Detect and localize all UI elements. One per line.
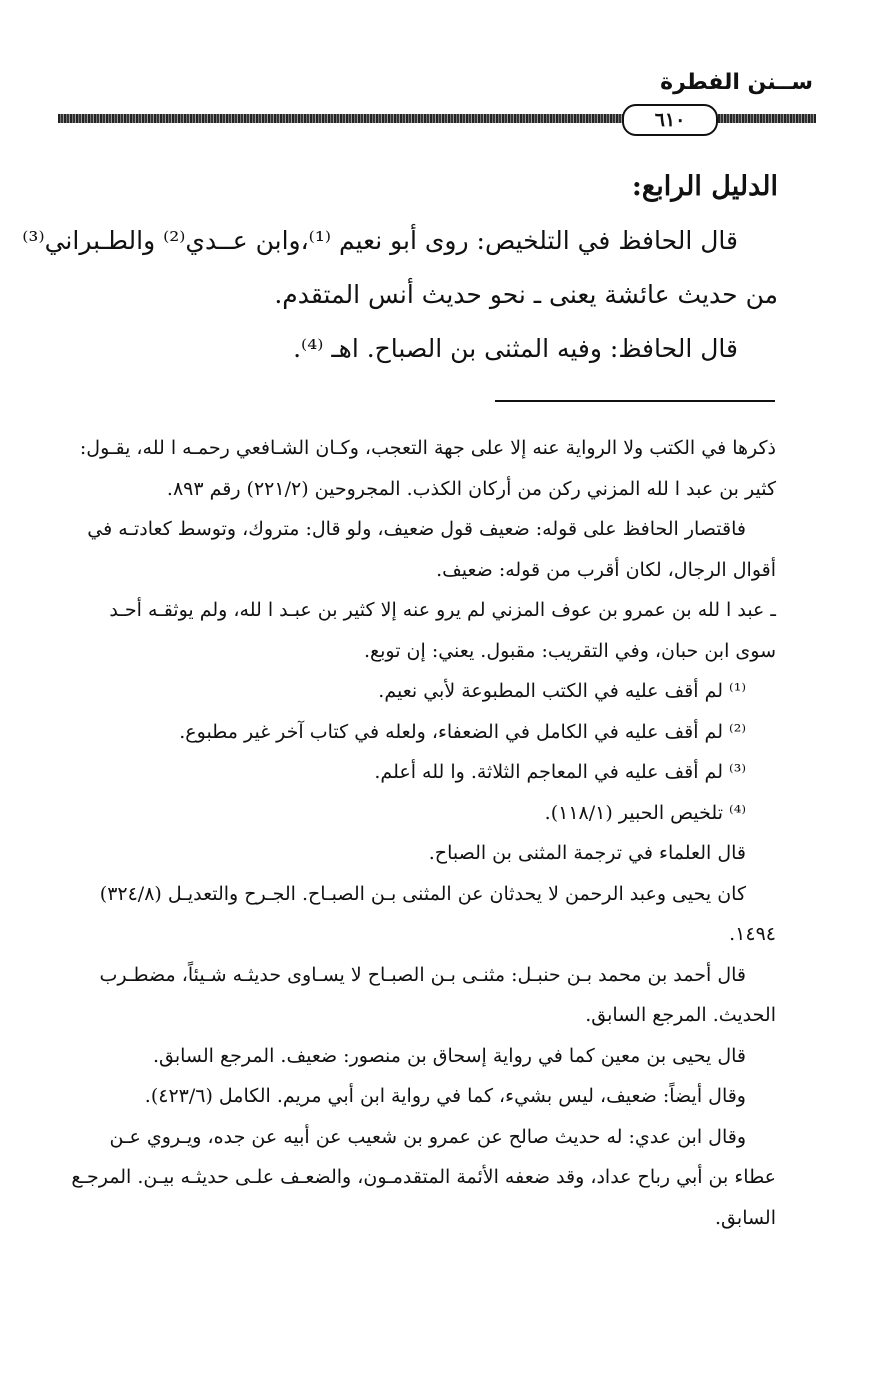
footnote-2: ⁽²⁾ لم أقف عليه في الكامل في الضعفاء، ولعله في كتاب آخر غير مطبوع. [179,720,746,743]
note-line: ـ عبد ا لله بن عمرو بن عوف المزني لم يرو عنه إلا كثير بن عبـد ا لله، ولم يوثقـه أحـد [109,599,776,621]
note-line: الحديث. المرجع السابق. [585,1004,776,1026]
note-line: كان يحيى وعبد الرحمن لا يحدثان عن المثنى بـن الصبـاح. الجـرح والتعديـل (٣٢٤/٨) [99,882,746,905]
note-line: فاقتصار الحافظ على قوله: ضعيف قول ضعيف، ولو قال: متروك، وتوسط كعادتـه في [87,518,746,540]
footnote-3: ⁽³⁾ لم أقف عليه في المعاجم الثلاثة. وا لله أعلم. [374,761,746,783]
page-number: ٦١٠ [622,104,718,136]
note-line: السابق. [715,1206,776,1229]
footnote-separator [495,400,775,402]
note-line: ذكرها في الكتب ولا الرواية عنه إلا على جهة التعجب، وكـان الشـافعي رحمـه ا لله، يقـول: [79,437,776,459]
running-title: ســنن الفطرة [660,70,813,95]
main-text [22,160,778,376]
note-line: سوى ابن حبان، وفي التقريب: مقبول. يعني: إن توبع. [363,639,776,662]
note-line: قال العلماء في ترجمة المثنى بن الصباح. [428,842,746,864]
note-line: عطاء بن أبي رباح عداد، وقد ضعفه الأئمة المتقدمـون، والضعـف علـى حديثـه بيـن. المرجـع [71,1166,776,1188]
note-line: وقال أيضاً: ضعيف، ليس بشيء، كما في رواية ابن أبي مريم. الكامل (٤٢٣/٦). [144,1085,746,1107]
note-line: ١٤٩٤. [729,923,776,945]
main-line: قال الحافظ: وفيه المثنى بن الصباح. اهـ ⁽⁴⁾. [293,334,738,363]
footnote-1: ⁽¹⁾ لم أقف عليه في الكتب المطبوعة لأبي نعيم. [378,680,746,702]
footnotes [55,428,776,1238]
note-line: كثير بن عبد ا لله المزني ركن من أركان الكذب. المجروحين (٢٢١/٢) رقم ٨٩٣. [166,477,776,500]
footnote-4: ⁽⁴⁾ تلخيص الحبير (١١٨/١). [544,801,746,824]
main-line: قال الحافظ في التلخيص: روى أبو نعيم ⁽¹⁾،وابن عــدي⁽²⁾ والطـبراني⁽³⁾ [22,226,738,255]
main-line: من حديث عائشة يعنى ـ نحو حديث أنس المتقدم. [274,280,778,309]
note-line: وقال ابن عدي: له حديث صالح عن عمرو بن شعيب عن أبيه عن جده، ويـروي عـن [109,1125,746,1148]
note-line: قال أحمد بن محمد بـن حنبـل: مثنـى بـن الصبـاح لا يسـاوى حديثـه شـيئاً، مضطـرب [99,963,746,986]
note-line: قال يحيى بن معين كما في رواية إسحاق بن منصور: ضعيف. المرجع السابق. [152,1044,746,1067]
section-heading: الدليل الرابع: [631,171,778,202]
note-line: أقوال الرجال، لكان أقرب من قوله: ضعيف. [436,558,776,581]
